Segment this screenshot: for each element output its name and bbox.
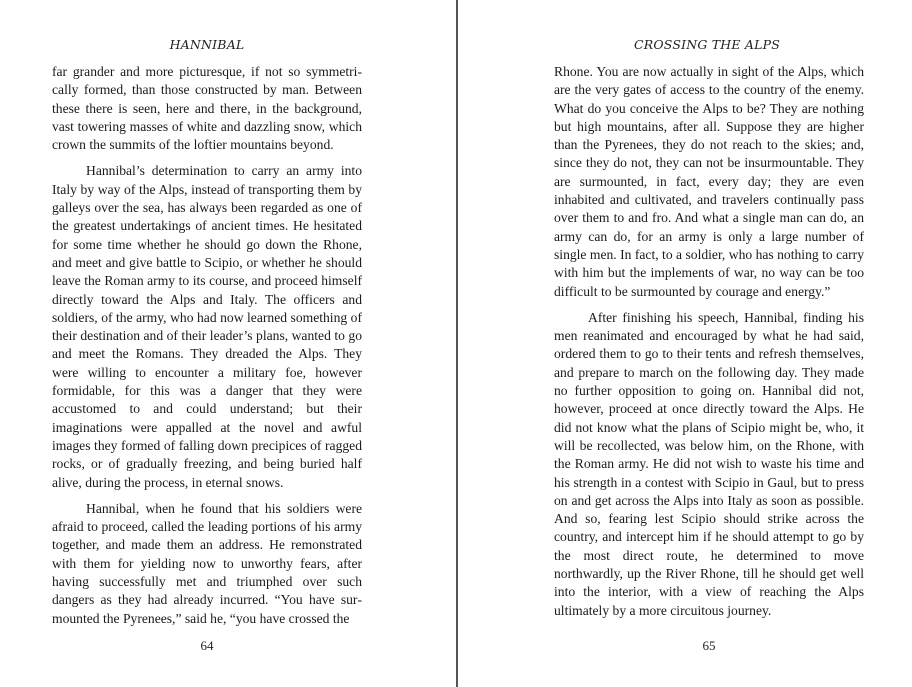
paragraph: Hannibal’s determination to carry an army into Italy by way of the Alps, instead of transporting them by galleys over the sea, has always been regarded as one of the greatest undertakings of ancient times. He hesitated for some time whether he should go down the Rhone, and meet and give battle to Scipio, or whether he should leave the Roman army to its course, and proceed himself directly toward the Alps and Italy. The officers and soldiers, of the army, who had now learned something of their destination and of their leader’s plans, wanted to go and meet the Romans. They dreaded the Alps. They were willing to encounter a military foe, however formidable, for this was a danger that they were accustomed to and could understand; but their imaginations were appalled at the novel and awful images they formed of falling down precipices of ragged rocks, or of gradually freezing, and being buried half alive, during the process, in eternal snows. (52, 163, 362, 490)
paragraph-continuation: Rhone. You are now actually in sight of the Alps, which are the very gates of access to the country of the enemy. What do you conceive the Alps to be? They are nothing but high mountains, after all. Suppose they are higher than the Pyrenees, they do not reach to the skies; and, since they do not, they can not be insurmountable. They are surmounted, in fact, every day; they are even inhabited and cultivated, and travelers continually pass over them to and fro. And what a single man can do, an army can do, for an army is only a large number of single men. In fact, to a soldier, who has nothing to carry with him but the implements of war, no way can be too difficult to be surmounted by courage and energy.” (554, 64, 864, 299)
running-header-right: CROSSING THE ALPS (633, 37, 780, 52)
running-header-left: HANNIBAL (169, 37, 245, 52)
paragraph: After finishing his speech, Hannibal, finding his men reanimated and encouraged by what he had said, ordered them to go to their tents and refresh themselves, and prepare to march on the following day. They made no further opposition to going on. Hannibal did not, however, proceed at once directly toward the Alps. He did not know what the plans of Scipio might be, who, it will be recollected, was below him, on the Rhone, with the Roman army. He did not wish to waste his time and his strength in a contest with Scipio in Gaul, but to press on and get across the Alps into Italy as soon as possible. And so, fearing lest Scipio should strike across the country, and intercept him if he should attempt to go by the most direct route, he determined to move northwardly, up the River Rhone, till he should get well into the interior, with a view of reaching the Alps ultimately by a more circuitous journey. (554, 309, 864, 618)
paragraph: Hannibal, when he found that his soldiers were afraid to proceed, called the leading portions of his army together, and made them an address. He remonstrated with them for yielding now to unworthy fears, after having successfully met and triumphed over such dangers as they had already incurred. “You have surmounted the Pyrenees,” said he, “you have crossed the (52, 500, 362, 626)
right-page (458, 0, 912, 687)
paragraph-continuation: far grander and more picturesque, if not so symmetrically formed, than those constructed by man. Between these there is seen, here and there, in the background, vast towering masses of white and dazzling snow, which crown the summits of the loftier mountains beyond. (52, 64, 362, 153)
page-number-left: 64 (200, 638, 214, 653)
left-page-body (52, 63, 362, 636)
page-number-right: 65 (702, 638, 716, 653)
right-page-body (554, 63, 864, 628)
